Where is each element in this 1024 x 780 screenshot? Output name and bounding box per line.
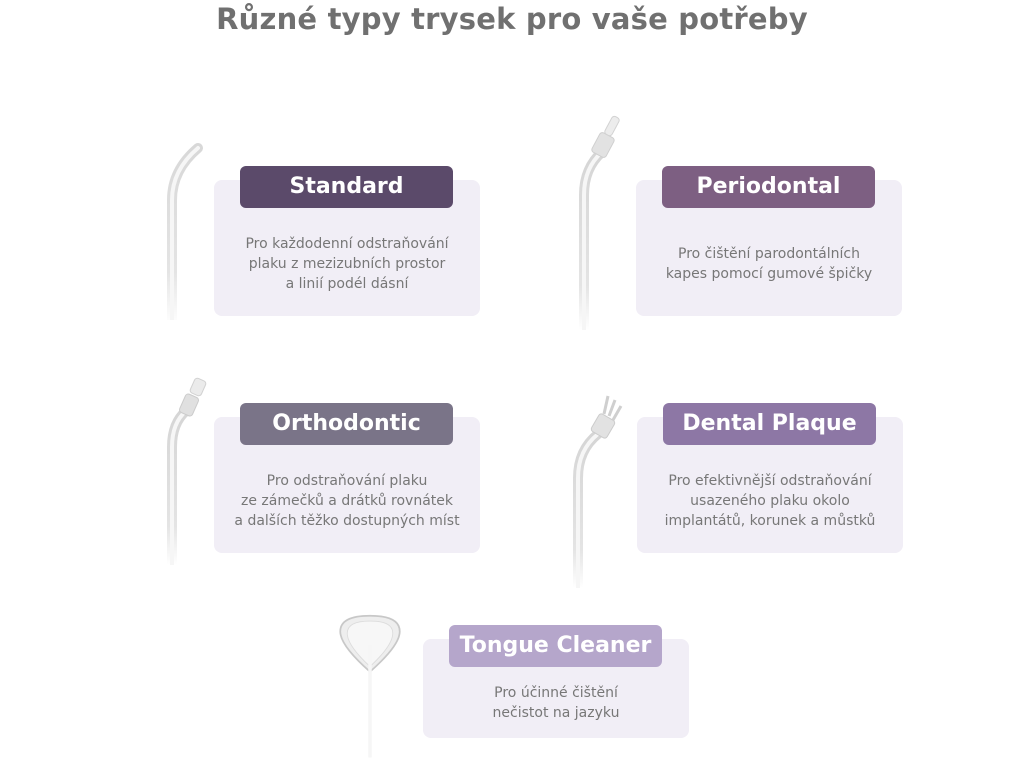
tip-label: Tongue Cleaner [449,625,662,667]
tip-description [647,471,893,531]
tip-description [224,234,470,294]
tip-description-line: ze zámečků a drátků rovnátek [241,493,453,509]
tip-card [214,411,480,553]
tip-description-line: nečistot na jazyku [492,705,620,721]
tip-label: Orthodontic [240,403,453,445]
tip-description [433,683,679,723]
tip-description-line: Pro každodenní odstraňování [245,236,449,252]
tip-description-line: usazeného plaku okolo [690,493,850,509]
tip-description-line: plaku z mezizubních prostor [248,256,446,272]
tip-periodontal [572,110,992,290]
tip-description [224,471,470,531]
tip-description-line: a linií podél dásní [285,276,409,292]
tip-card [637,411,903,553]
page-title: Různé typy trysek pro vaše potřeby [216,2,808,36]
tip-card [636,174,902,316]
tip-tongue-cleaner [335,600,755,780]
tip-orthodontic [150,375,570,555]
tip-card [214,174,480,316]
tip-description-line: Pro efektivnější odstraňování [668,473,872,489]
tip-dental-plaque [560,388,980,568]
dental-plaque-nozzle-icon [560,388,640,588]
tip-description-line: implantátů, korunek a můstků [664,513,876,529]
tip-description-line: kapes pomocí gumové špičky [665,266,873,282]
tip-card [423,633,689,738]
tip-description-line: Pro čištění parodontálních [678,246,860,262]
tongue-cleaner-nozzle-icon [335,600,405,768]
tip-label: Standard [240,166,453,208]
tip-label: Dental Plaque [663,403,876,445]
tip-description-line: Pro účinné čištění [494,685,618,701]
tip-description [646,244,892,284]
tip-description-line: Pro odstraňování plaku [266,473,428,489]
tip-label: Periodontal [662,166,875,208]
tip-description-line: a dalších těžko dostupných míst [234,513,460,529]
tip-standard [150,140,570,320]
